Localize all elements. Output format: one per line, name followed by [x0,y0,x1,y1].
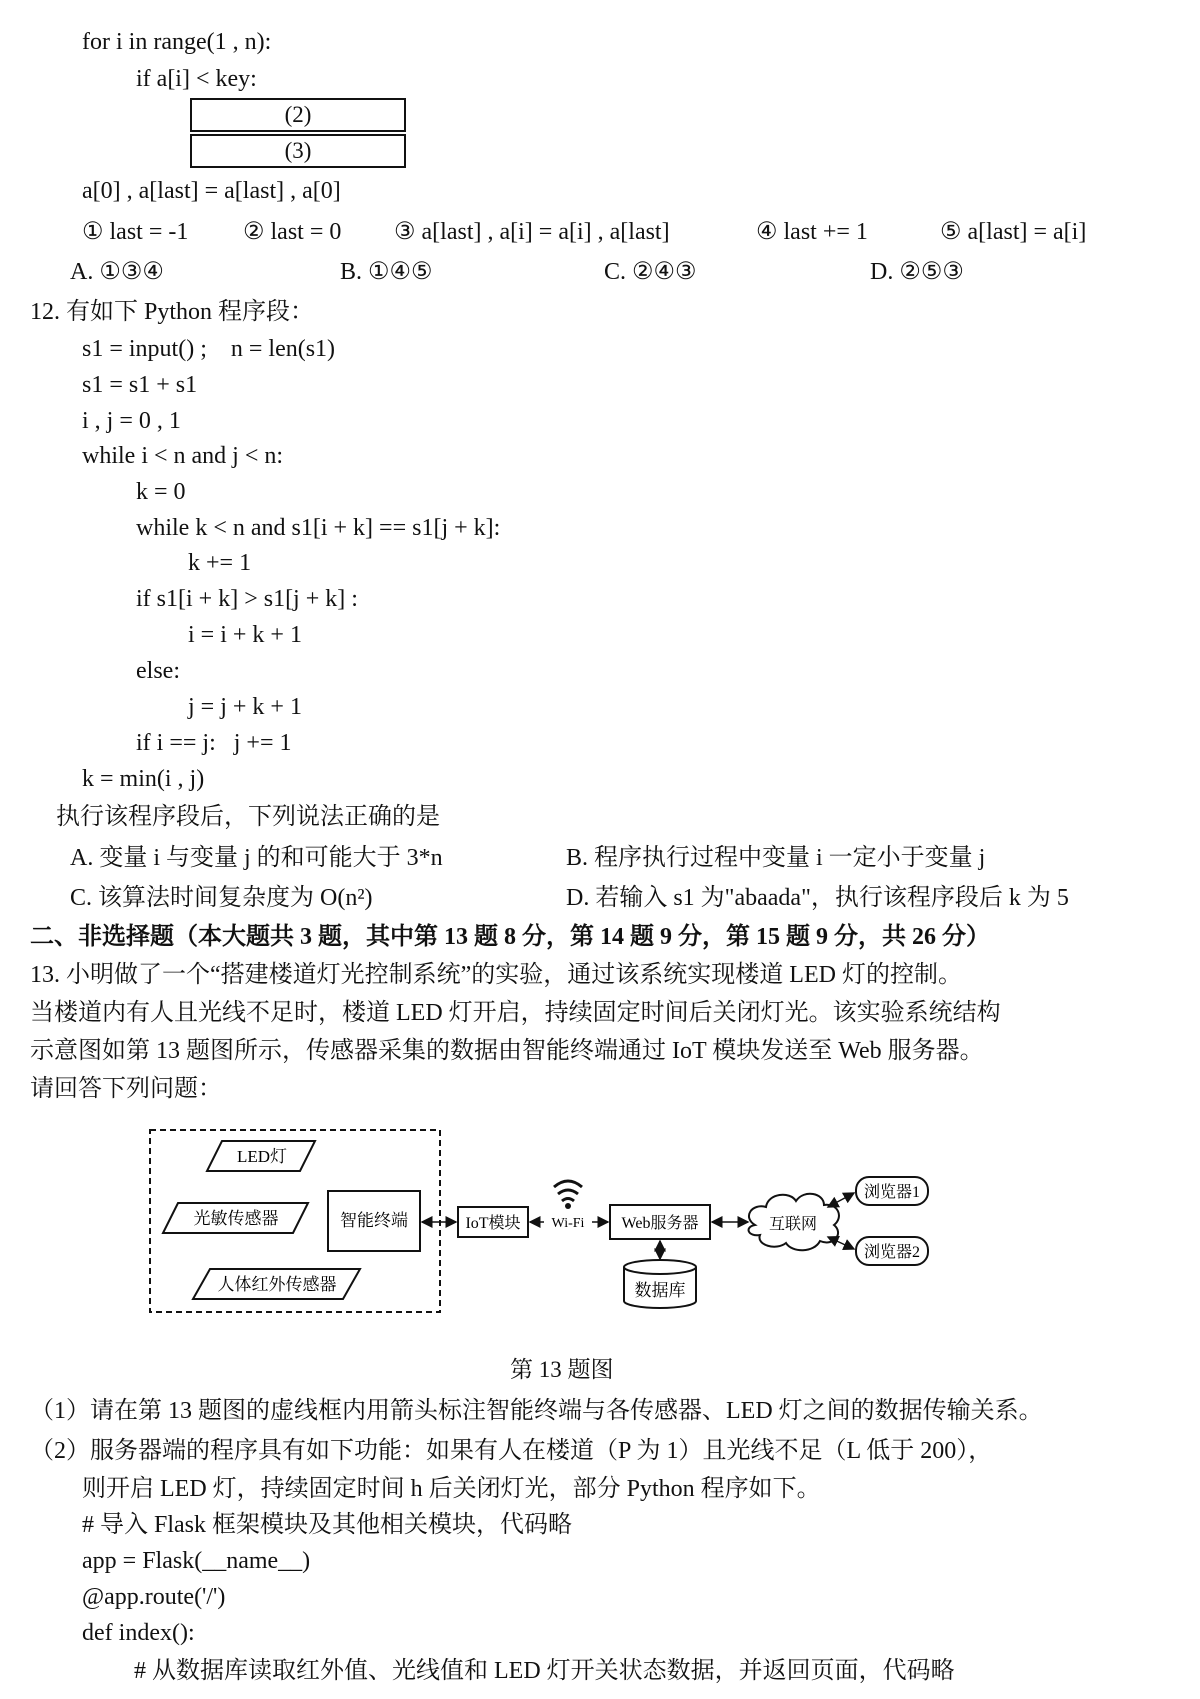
q13-para-line: 13. 小明做了一个“搭建楼道灯光控制系统”的实验，通过该系统实现楼道 LED 灯的控制。 [30,962,962,988]
q13-para-line: 当楼道内有人且光线不足时，楼道 LED 灯开启，持续固定时间后关闭灯光。该实验系统结构 [30,1000,1001,1026]
light-sensor-label: 光敏传感器 [193,1209,279,1228]
q13-code-line: # 从数据库读取红外值、光线值和 LED 灯开关状态数据，并返回页面，代码略 [134,1658,955,1684]
web-server-label: Web服务器 [621,1215,699,1232]
q13-sub1: （1）请在第 13 题图的虚线框内用箭头标注智能终端与各传感器、LED 灯之间的数据传输关系。 [30,1398,1043,1424]
answer-b: B. ①④⑤ [340,259,433,285]
q12-code-line: k += 1 [188,550,252,576]
led-label: LED灯 [236,1147,288,1166]
q12-code-line: else: [136,658,180,684]
figure-caption: 第 13 题图 [510,1357,614,1382]
browser2-label: 浏览器2 [863,1244,921,1261]
q12-code-line: k = min(i , j) [82,766,205,792]
q12-code-line: s1 = s1 + s1 [82,372,198,398]
choice-5: ⑤ a[last] = a[i] [940,219,1087,245]
answer-d: D. ②⑤③ [870,259,964,285]
q12-code-line: while k < n and s1[i + k] == s1[j + k]: [136,515,501,541]
q12-stem: 12. 有如下 Python 程序段： [30,299,315,325]
q12-code-line: s1 = input() ; n = len(s1) [82,336,336,362]
q12-option-b: B. 程序执行过程中变量 i 一定小于变量 j [566,845,986,871]
code-line-swap: a[0] , a[last] = a[last] , a[0] [82,178,341,204]
ir-sensor-label: 人体红外传感器 [217,1275,337,1294]
choice-4: ④ last += 1 [756,219,868,245]
wifi-label: Wi-Fi [551,1216,585,1231]
q13-code-line: def index(): [82,1620,195,1646]
q12-question: 执行该程序段后，下列说法正确的是 [56,804,440,830]
q13-code-line: # 导入 Flask 框架模块及其他相关模块，代码略 [82,1512,573,1538]
q12-code-line: i = i + k + 1 [188,622,302,648]
choice-2: ② last = 0 [243,219,342,245]
choice-1: ① last = -1 [82,219,189,245]
q12-code-line: while i < n and j < n: [82,443,284,469]
browser1-label: 浏览器1 [863,1184,921,1201]
internet-browser2-arrow [828,1237,854,1249]
q12-option-c: C. 该算法时间复杂度为 O(n²) [70,885,373,911]
section-heading: 二、非选择题（本大题共 3 题，其中第 13 题 8 分，第 14 题 9 分，第 15 题 9 分，共 26 分） [30,924,990,950]
internet-browser1-arrow [828,1193,854,1207]
q12-code-line: if i == j: j += 1 [136,730,292,756]
q12-code-line: if s1[i + k] > s1[j + k] : [136,586,358,612]
q12-option-a: A. 变量 i 与变量 j 的和可能大于 3*n [70,845,443,871]
q13-sub2-line1: （2）服务器端的程序具有如下功能：如果有人在楼道（P 为 1）且光线不足（L 低于 200）， [30,1438,993,1464]
code-line-if: if a[i] < key: [136,66,257,92]
answer-a: A. ①③④ [70,259,164,285]
q13-code-line: @app.route('/') [82,1584,226,1610]
q12-code-line: i , j = 0 , 1 [82,408,181,434]
iot-label: IoT模块 [465,1215,521,1232]
wifi-icon [554,1181,582,1201]
system-diagram [140,1125,1010,1325]
q12-code-line: j = j + k + 1 [188,694,302,720]
code-line-for: for i in range(1 , n): [82,29,272,55]
q13-sub2-line2: 则开启 LED 灯，持续固定时间 h 后关闭灯光，部分 Python 程序如下。 [82,1476,821,1502]
choice-3: ③ a[last] , a[i] = a[i] , a[last] [394,219,670,245]
q12-code-line: k = 0 [136,479,186,505]
q13-code-line: app = Flask(__name__) [82,1548,311,1574]
terminal-label: 智能终端 [340,1211,408,1230]
q13-para-line: 请回答下列问题： [30,1076,222,1102]
blank-box-3: (3) [190,134,406,168]
wifi-icon-dot [565,1203,571,1209]
answer-c: C. ②④③ [604,259,697,285]
q13-para-line: 示意图如第 13 题图所示，传感器采集的数据由智能终端通过 IoT 模块发送至 Web 服务器。 [30,1038,984,1064]
blank-box-2: (2) [190,98,406,132]
q12-option-d: D. 若输入 s1 为"abaada"，执行该程序段后 k 为 5 [566,885,1069,911]
database-label: 数据库 [634,1281,686,1300]
internet-label: 互联网 [768,1216,818,1233]
